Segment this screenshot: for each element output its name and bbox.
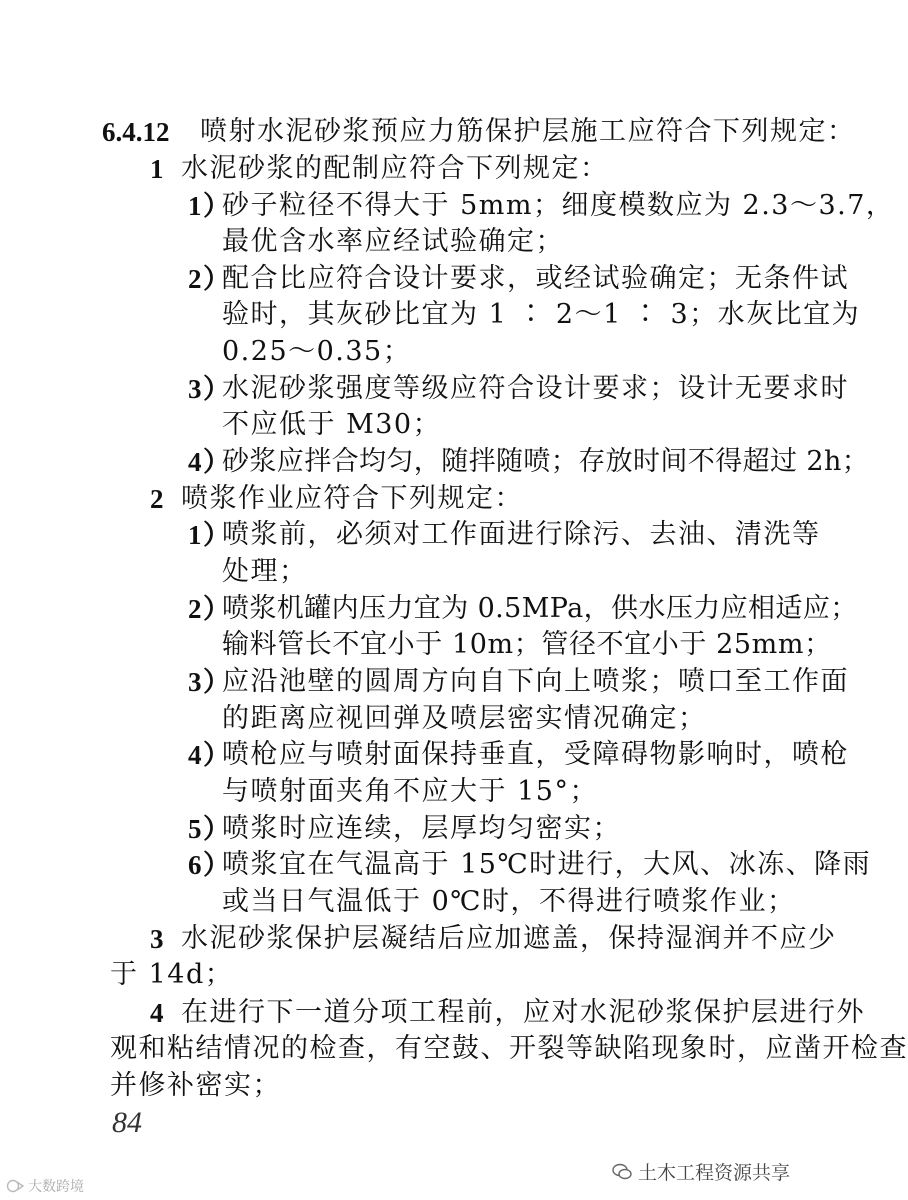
watermark-left <box>6 1176 84 1196</box>
sub-item-text: 0.25～0.35； <box>222 336 412 367</box>
sub-item-text: 喷浆时应连续，层厚均匀密实； <box>222 813 621 844</box>
sub-item-text: 最优含水率应经试验确定； <box>222 226 564 257</box>
clause-number: 6.4.12 <box>102 117 170 147</box>
sub-item-text: 输料管长不宜小于 10m；管径不宜小于 25mm； <box>222 629 832 660</box>
item-text: 于 14d； <box>110 959 234 990</box>
sub-item-text: 与喷射面夹角不应大于 15°； <box>222 776 598 807</box>
item-number: 3 <box>150 924 165 954</box>
sub-item-number: 2） <box>188 264 232 294</box>
sub-item-text: 或当日气温低于 0℃时，不得进行喷浆作业； <box>222 886 796 917</box>
sub-item-text: 的距离应视回弹及喷层密实情况确定； <box>222 703 707 734</box>
watermark-left-text: 大数跨境 <box>28 1179 84 1195</box>
item-number: 2 <box>150 484 165 514</box>
sub-item-text: 应沿池壁的圆周方向自下向上喷浆；喷口至工作面 <box>222 666 849 697</box>
sub-item-number: 5） <box>188 814 232 844</box>
sub-item-text: 验时，其灰砂比宜为 1 ∶ 2～1 ∶ 3；水灰比宜为 <box>222 299 861 330</box>
sub-item-number: 6） <box>188 850 232 880</box>
item-number: 4 <box>150 998 165 1028</box>
sub-item-number: 3） <box>188 374 232 404</box>
item-text: 并修补密实； <box>110 1070 281 1101</box>
sub-item-number: 2） <box>188 594 232 624</box>
sub-item-text: 处理； <box>222 556 308 587</box>
sub-item-number: 1） <box>188 520 232 550</box>
item-text: 在进行下一道分项工程前，应对水泥砂浆保护层进行外 <box>181 997 865 1028</box>
sub-item-text: 配合比应符合设计要求，或经试验确定；无条件试 <box>222 263 849 294</box>
item-number: 1 <box>150 154 165 184</box>
sub-item-text: 水泥砂浆强度等级应符合设计要求；设计无要求时 <box>222 373 849 404</box>
sub-item-number: 4） <box>188 447 232 477</box>
item-text: 喷浆作业应符合下列规定： <box>181 483 523 514</box>
sub-item-text: 砂浆应拌合均匀，随拌随喷；存放时间不得超过 2h； <box>222 446 870 477</box>
item-text: 水泥砂浆的配制应符合下列规定： <box>181 153 609 184</box>
sub-item-text: 喷枪应与喷射面保持垂直，受障碍物影响时，喷枪 <box>222 739 849 770</box>
item-text: 观和粘结情况的检查，有空鼓、开裂等缺陷现象时，应凿开检查 <box>110 1033 908 1064</box>
watermark-right-text: 土木工程资源共享 <box>638 1162 791 1184</box>
watermark-right <box>612 1158 790 1185</box>
wechat-icon <box>612 1163 632 1181</box>
sub-item-number: 1） <box>188 191 232 221</box>
sub-item-text: 喷浆宜在气温高于 15℃时进行，大风、冰冻、降雨 <box>222 849 872 880</box>
page-number: 84 <box>112 1106 142 1139</box>
sub-item-text: 喷浆机罐内压力宜为 0.5MPa，供水压力应相适应； <box>222 593 858 624</box>
sub-item-text: 砂子粒径不得大于 5mm；细度模数应为 2.3～3.7， <box>222 190 895 221</box>
sub-item-number: 3） <box>188 667 232 697</box>
sub-item-text: 不应低于 M30； <box>222 409 442 440</box>
sub-item-text: 喷浆前，必须对工作面进行除污、去油、清洗等 <box>222 519 821 550</box>
clause-title: 喷射水泥砂浆预应力筋保护层施工应符合下列规定： <box>200 116 856 147</box>
sub-item-number: 4） <box>188 740 232 770</box>
logo-icon <box>6 1179 24 1193</box>
item-text: 水泥砂浆保护层凝结后应加遮盖，保持湿润并不应少 <box>181 923 837 954</box>
